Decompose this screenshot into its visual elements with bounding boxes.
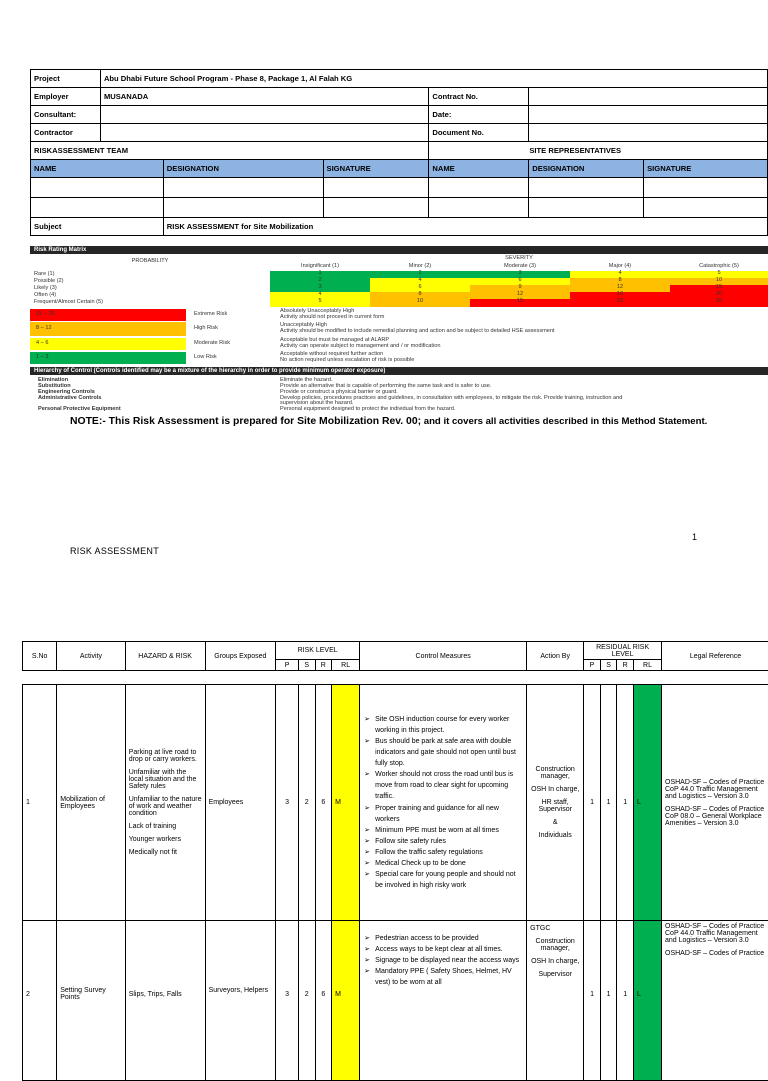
row-rl: M — [332, 685, 360, 921]
row-activity: Setting Survey Points — [57, 921, 125, 1081]
probability-row-4: Often (4) — [34, 293, 56, 300]
header-hazard: HAZARD & RISK — [125, 642, 205, 671]
matrix-cell: 6 — [370, 285, 470, 292]
control-item: ➢ Minimum PPE must be worn at all times — [375, 825, 523, 836]
document-no-value — [529, 124, 768, 142]
hierarchy-desc: supervision about the hazard. — [280, 401, 353, 407]
hierarchy-name: Personal Protective Equipment — [38, 407, 121, 413]
matrix-cell: 8 — [570, 278, 670, 285]
matrix-cell: 10 — [370, 299, 470, 307]
hazard-item: Medically not fit — [129, 849, 202, 856]
note-rest: and it covers all activities described in this Method Statement. — [421, 416, 707, 427]
header-control-measures: Control Measures — [360, 642, 527, 671]
note-lead: NOTE:- This Risk Assessment is prepared for Site Mobilization Rev. 00; — [70, 416, 421, 427]
header-r: R — [315, 660, 332, 671]
legal-item: OSHAD-SF – Codes of Practice — [665, 950, 766, 957]
header-res-s: S — [600, 660, 617, 671]
matrix-cell: 9 — [470, 285, 570, 292]
severity-col-5: Catastrophic (5) — [670, 263, 768, 271]
hierarchy-desc: Personal equipment designed to protect the individual from the hazard. — [280, 407, 455, 413]
project-label: Project — [31, 70, 101, 88]
header-legal-reference: Legal Reference — [662, 642, 768, 671]
matrix-cell: 20 — [670, 292, 768, 299]
row-activity: Mobilization of Employees — [57, 685, 125, 921]
action-by-item: & — [530, 819, 580, 826]
document-no-label: Document No. — [429, 124, 529, 142]
row-p: 3 — [276, 685, 299, 921]
hierarchy-desc: Provide or construct a physical barrier or guard. — [280, 390, 398, 396]
risk-assessment-body — [22, 684, 768, 1081]
row-res-rl: L — [634, 921, 662, 1081]
date-value — [529, 106, 768, 124]
subject-value: RISK ASSESSMENT for Site Mobilization — [163, 218, 767, 236]
risk-level-desc-extreme-1: Absolutely Unacceptably High — [280, 309, 354, 315]
probability-label: PROBABILITY — [30, 255, 270, 271]
header-risk-level: RISK LEVEL — [276, 642, 360, 660]
matrix-cell: 12 — [470, 292, 570, 299]
risk-level-desc-high-2: Activity should be modified to include remedial planning and action and be subject to detailed HSE assessment — [280, 329, 555, 335]
control-item: ➢ Follow site safety rules — [375, 836, 523, 847]
row-sno: 2 — [23, 921, 57, 1081]
control-item: ➢ Bus should be park at safe area with double indicators and gate should not open until bust fully stop. — [375, 736, 523, 769]
matrix-cell: 2 — [370, 271, 470, 278]
severity-col-1: Insignificant (1) — [270, 263, 370, 271]
control-item: ➢ Medical Check up to be done — [375, 858, 523, 869]
row-hazards: Slips, Trips, Falls — [125, 921, 205, 1081]
hierarchy-desc: Develop policies, procedures practices and guidelines, in consultation with employees, to mitigate the risk. Provide training, instruction and — [280, 396, 622, 402]
contractor-label: Contractor — [31, 124, 101, 142]
matrix-cell: 5 — [670, 271, 768, 278]
header-action-by: Action By — [527, 642, 584, 671]
risk-assessment-header — [22, 641, 768, 671]
matrix-cell: 16 — [570, 292, 670, 299]
risk-level-range-moderate: 4 – 6 — [30, 338, 186, 350]
risk-rating-matrix-title: Risk Rating Matrix — [30, 246, 768, 254]
row-action-by — [527, 921, 584, 1081]
project-value: Abu Dhabi Future School Program - Phase 8, Package 1, Al Falah KG — [100, 70, 767, 88]
note-text — [70, 416, 760, 427]
control-item: ➢ Site OSH induction course for every worker working in this project. — [375, 714, 523, 736]
row-res-p: 1 — [584, 921, 601, 1081]
hazard-item: Lack of training — [129, 823, 202, 830]
team-signature-header: SIGNATURE — [323, 160, 429, 178]
row-controls — [360, 921, 527, 1081]
probability-row-3: Likely (3) — [34, 286, 57, 293]
row-res-s: 1 — [600, 921, 617, 1081]
team-designation-header: DESIGNATION — [163, 160, 323, 178]
hazard-item: Unfamiliar to the nature of work and weather condition — [129, 796, 202, 817]
risk-level-desc-low-2: No action required unless escalation of risk is possible — [280, 358, 414, 364]
control-item: ➢ Signage to be displayed near the access ways — [375, 955, 523, 966]
row-legal — [662, 921, 768, 1081]
hierarchy-desc: Provide an alternative that is capable of performing the same task and is safer to use. — [280, 384, 491, 390]
control-item: ➢ Access ways to be kept clear at all times. — [375, 944, 523, 955]
action-by-item: HR staff, Supervisor — [530, 799, 580, 813]
row-res-p: 1 — [584, 685, 601, 921]
matrix-cell: 8 — [370, 292, 470, 299]
rep-name-header: NAME — [429, 160, 529, 178]
contractor-value — [100, 124, 428, 142]
probability-row-1: Rare (1) — [34, 272, 55, 279]
legal-item: OSHAD-SF – Codes of Practice CoP 44.0 Traffic Management and Logistics – Version 3.0 — [665, 779, 766, 800]
rep-designation-header: DESIGNATION — [529, 160, 644, 178]
hazard-item: Younger workers — [129, 836, 202, 843]
legal-item: OSHAD-SF – Codes of Practice CoP 08.0 – General Workplace Amenities – Version 3.0 — [665, 806, 766, 827]
hierarchy-name: Elimination — [38, 378, 68, 384]
hierarchy-name: Substitution — [38, 384, 71, 390]
row-groups: Surveyors, Helpers — [205, 921, 276, 1081]
header-p: P — [276, 660, 299, 671]
matrix-cell: 3 — [270, 285, 370, 292]
row-s: 2 — [298, 921, 315, 1081]
risk-level-desc-moderate-2: Activity can operate subject to management and / or modification — [280, 344, 440, 350]
hierarchy-name: Administrative Controls — [38, 396, 101, 402]
control-item: ➢ Worker should not cross the road until bus is move from road to clear sight for upcoming traffic. — [375, 769, 523, 802]
table-row — [23, 685, 768, 921]
consultant-label: Consultant: — [31, 106, 101, 124]
probability-row-5: Frequent/Almost Certain (5) — [34, 300, 103, 307]
hierarchy-desc: Eliminate the hazard. — [280, 378, 333, 384]
legal-item: OSHAD-SF – Codes of Practice CoP 44.0 Traffic Management and Logistics – Version 3.0 — [665, 923, 766, 944]
contract-no-label: Contract No. — [429, 88, 529, 106]
employer-label: Employer — [31, 88, 101, 106]
risk-level-name-low: Low Risk — [194, 355, 217, 361]
contract-no-value — [529, 88, 768, 106]
risk-level-name-extreme: Extreme Risk — [194, 312, 227, 318]
project-info-table — [30, 69, 768, 236]
action-by-item: GTGC — [530, 925, 580, 932]
action-by-item: Supervisor — [530, 971, 580, 978]
header-s: S — [298, 660, 315, 671]
header-residual-risk-level: RESIDUAL RISK LEVEL — [584, 642, 662, 660]
action-by-item: Construction manager, — [530, 938, 580, 952]
site-representatives-label: SITE REPRESENTATIVES — [429, 142, 768, 160]
matrix-cell: 4 — [270, 292, 370, 299]
date-label: Date: — [429, 106, 529, 124]
header-activity: Activity — [57, 642, 125, 671]
row-r: 6 — [315, 921, 332, 1081]
row-res-s: 1 — [600, 685, 617, 921]
control-item: ➢ Follow the traffic safety regulations — [375, 847, 523, 858]
row-s: 2 — [298, 685, 315, 921]
header-rl: RL — [332, 660, 360, 671]
header-res-r: R — [617, 660, 634, 671]
row-res-rl: L — [634, 685, 662, 921]
action-by-item: Construction manager, — [530, 766, 580, 780]
row-res-r: 1 — [617, 685, 634, 921]
row-r: 6 — [315, 685, 332, 921]
risk-level-range-low: 1 – 3 — [30, 352, 186, 364]
severity-col-3: Moderate (3) — [470, 263, 570, 271]
matrix-cell: 4 — [570, 271, 670, 278]
matrix-cell: 25 — [670, 299, 768, 307]
probability-row-2: Possible (2) — [34, 279, 64, 286]
matrix-cell: 5 — [270, 299, 370, 307]
action-by-item: OSH In charge, — [530, 958, 580, 965]
hierarchy-of-control-title: Hierarchy of Control (Controls identified may be a mixture of the hierarchy in order to provide minimum operator exposure) — [30, 367, 768, 375]
matrix-cell: 4 — [370, 278, 470, 285]
risk-level-name-high: High Risk — [194, 326, 218, 332]
risk-level-range-high: 8 – 12 — [30, 322, 186, 336]
matrix-cell: 20 — [570, 299, 670, 307]
risk-level-desc-high-1: Unacceptably High — [280, 323, 327, 329]
row-rl: M — [332, 921, 360, 1081]
hazard-item: Parking at live road to drop or carry workers. — [129, 749, 202, 763]
row-hazards — [125, 685, 205, 921]
employer-value: MUSANADA — [100, 88, 428, 106]
matrix-cell: 10 — [670, 278, 768, 285]
row-action-by — [527, 685, 584, 921]
hazard-item: Unfamiliar with the local situation and the Safety rules — [129, 769, 202, 790]
rep-signature-header: SIGNATURE — [644, 160, 768, 178]
matrix-cell: 12 — [570, 285, 670, 292]
consultant-value — [100, 106, 428, 124]
risk-level-range-extreme: 15 – 25 — [30, 309, 186, 321]
header-res-p: P — [584, 660, 601, 671]
risk-level-desc-moderate-1: Acceptable but must be managed at ALARP — [280, 338, 389, 344]
risk-level-desc-low-1: Acceptable without required further action — [280, 352, 383, 358]
row-legal — [662, 685, 768, 921]
matrix-cell: 15 — [470, 299, 570, 307]
action-by-item: Individuals — [530, 832, 580, 839]
matrix-cell: 1 — [270, 271, 370, 278]
header-sno: S.No — [23, 642, 57, 671]
row-p: 3 — [276, 921, 299, 1081]
severity-col-4: Major (4) — [570, 263, 670, 271]
page-number: 1 — [692, 532, 697, 542]
severity-col-2: Minor (2) — [370, 263, 470, 271]
control-item: ➢ Special care for young people and should not be involved in high risky work — [375, 869, 523, 891]
control-item: ➢ Mandatory PPE ( Safety Shoes, Helmet, HV vest) to be worn at all — [375, 966, 523, 988]
team-name-header: NAME — [31, 160, 164, 178]
risk-assessment-title: RISK ASSESSMENT — [70, 546, 159, 556]
row-controls — [360, 685, 527, 921]
header-res-rl: RL — [634, 660, 662, 671]
table-row — [23, 921, 768, 1081]
row-res-r: 1 — [617, 921, 634, 1081]
control-item: ➢ Pedestrian access to be provided — [375, 933, 523, 944]
matrix-cell: 3 — [470, 271, 570, 278]
severity-label: SEVERITY — [270, 255, 768, 263]
risk-assessment-team-label: RISKASSESSMENT TEAM — [31, 142, 429, 160]
matrix-cell: 15 — [670, 285, 768, 292]
risk-rating-matrix — [30, 246, 768, 414]
header-groups: Groups Exposed — [205, 642, 276, 671]
action-by-item: OSH In charge, — [530, 786, 580, 793]
hierarchy-name: Engineering Controls — [38, 390, 95, 396]
control-item: ➢ Proper training and guidance for all new workers — [375, 803, 523, 825]
risk-level-desc-extreme-2: Activity should not proceed in current form — [280, 315, 384, 321]
row-sno: 1 — [23, 685, 57, 921]
row-groups: Employees — [205, 685, 276, 921]
matrix-cell: 6 — [470, 278, 570, 285]
matrix-cell: 2 — [270, 278, 370, 285]
subject-label: Subject — [31, 218, 164, 236]
risk-level-name-moderate: Moderate Risk — [194, 341, 230, 347]
